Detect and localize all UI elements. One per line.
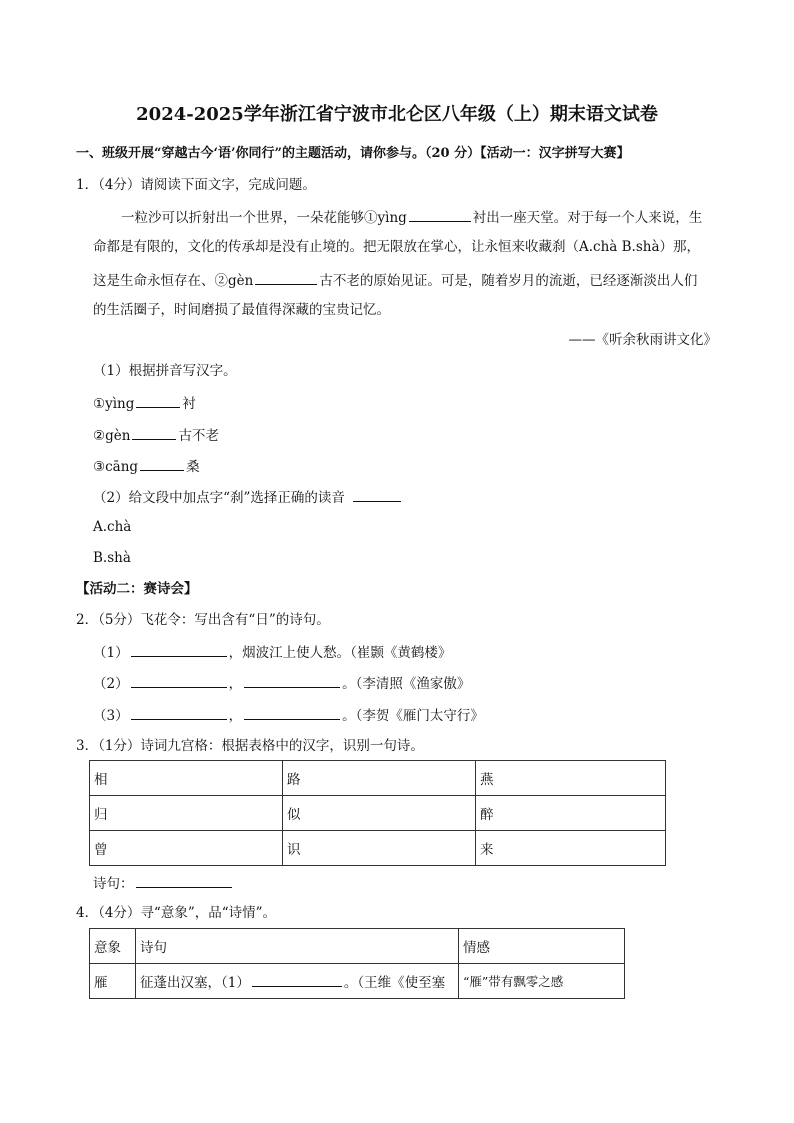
passage-line-3: 这是生命永恒存在、②gèn 古不老的原始见证。可是，随着岁月的流逝，已经逐渐淡出人们: [93, 270, 697, 290]
poem-line-2: （2） ， 。（李清照《渔家傲》: [93, 673, 470, 693]
grid-cell: 似: [283, 796, 476, 831]
grid-cell: 燕: [476, 761, 666, 796]
answer-blank[interactable]: [244, 673, 340, 688]
grid-cell: 曾: [90, 831, 283, 866]
poem-line-3: （3） ， 。（李贺《雁门太守行》: [93, 705, 484, 725]
table-cell: 雁: [90, 964, 136, 999]
grid-cell: 路: [283, 761, 476, 796]
pinyin-item-1: ①yìng 衬: [93, 393, 196, 413]
table-header: 情感: [459, 929, 625, 964]
table-row: [90, 964, 625, 999]
answer-blank[interactable]: [252, 972, 342, 987]
passage-line-2: 命都是有限的，文化的传承却是没有止境的。把无限放在掌心，让永恒来收藏刹（A.chà B.shà）那，: [93, 239, 701, 255]
imagery-table: [89, 928, 625, 999]
poem-answer-line: 诗句：: [93, 873, 234, 893]
grid-row: [90, 796, 666, 831]
poem-line-1: （1） ，烟波江上使人愁。（崔颢《黄鹤楼》: [93, 642, 451, 662]
answer-blank[interactable]: [140, 456, 184, 471]
option-b[interactable]: B.shà: [93, 550, 131, 566]
answer-blank[interactable]: [136, 393, 180, 408]
grid-cell: 识: [283, 831, 476, 866]
grid-row: [90, 831, 666, 866]
answer-blank[interactable]: [136, 873, 232, 888]
grid-cell: 来: [476, 831, 666, 866]
table-header: 诗句: [136, 929, 459, 964]
grid-row: [90, 761, 666, 796]
passage-line-4: 的生活圈子，时间磨损了最值得深藏的宝贵记忆。: [93, 302, 390, 318]
answer-blank[interactable]: [132, 425, 176, 440]
grid-cell: 归: [90, 796, 283, 831]
pinyin-item-3: ③cāng 桑: [93, 456, 200, 476]
answer-blank[interactable]: [353, 487, 401, 502]
answer-blank[interactable]: [131, 642, 227, 657]
table-cell: “雁”带有飘零之感: [459, 964, 625, 999]
question-3-stem: 3．（1分）诗词九宫格：根据表格中的汉字，识别一句诗。: [76, 738, 424, 754]
answer-blank[interactable]: [255, 270, 317, 285]
table-cell: 征蓬出汉塞，（1） 。（王维《使至塞: [136, 964, 459, 999]
table-header: 意象: [90, 929, 136, 964]
passage-line-1: 一粒沙可以折射出一个世界，一朵花能够①yìng 衬出一座天堂。对于每一个人来说，生: [121, 207, 702, 227]
passage-source: ——《听余秋雨讲文化》: [568, 332, 717, 348]
answer-blank[interactable]: [244, 705, 340, 720]
answer-blank[interactable]: [131, 673, 227, 688]
sub-question-2: （2）给文段中加点字“刹”选择正确的读音: [93, 487, 403, 507]
grid-cell: 相: [90, 761, 283, 796]
grid-cell: 醉: [476, 796, 666, 831]
activity-2-heading: 【活动二：赛诗会】: [76, 581, 198, 597]
page-title: 2024-2025学年浙江省宁波市北仑区八年级（上）期末语文试卷: [136, 104, 658, 125]
poem-grid-table: [89, 760, 666, 866]
option-a[interactable]: A.chà: [93, 519, 132, 535]
section-heading: 一、班级开展“穿越古今‘语’你同行”的主题活动，请你参与。（20 分）【活动一：汉字拼写大赛】: [76, 146, 630, 161]
question-1-stem: 1．（4分）请阅读下面文字，完成问题。: [76, 177, 316, 193]
question-2-stem: 2．（5分）飞花令：写出含有“日”的诗句。: [76, 612, 330, 628]
answer-blank[interactable]: [131, 705, 227, 720]
table-header-row: [90, 929, 625, 964]
answer-blank[interactable]: [409, 207, 471, 222]
sub-question-1: （1）根据拼音写汉字。: [93, 363, 237, 379]
pinyin-item-2: ②gèn 古不老: [93, 425, 219, 445]
question-4-stem: 4．（4分）寻“意象”，品“诗情”。: [76, 905, 277, 921]
